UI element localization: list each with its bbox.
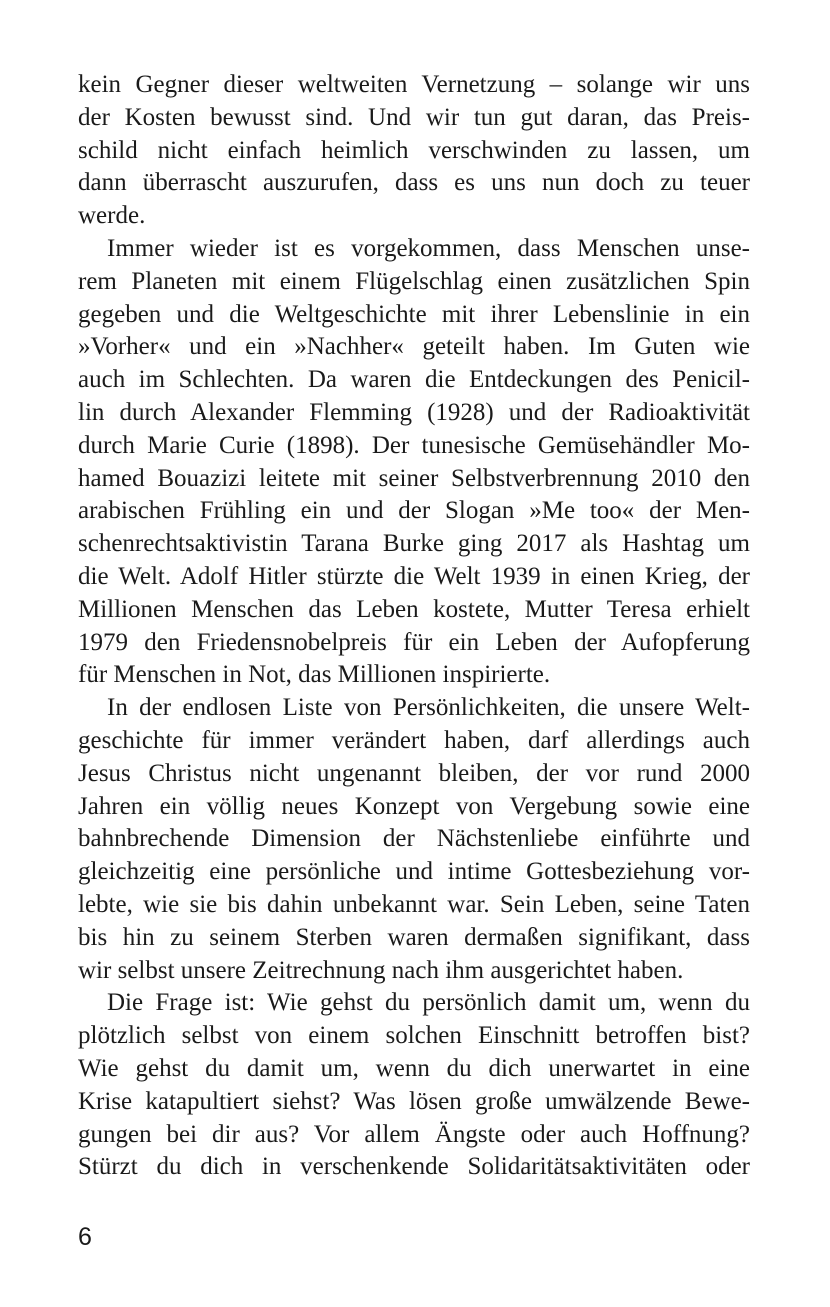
text-line: gegeben und die Weltgeschichte mit ihrer Lebenslinie in ein bbox=[78, 300, 750, 328]
text-line: wir selbst unsere Zeitrechnung nach ihm ausgerichtet haben. bbox=[78, 956, 684, 984]
paragraph bbox=[78, 692, 750, 987]
text-line: Jahren ein völlig neues Konzept von Vergebung sowie eine bbox=[78, 792, 750, 820]
text-line: plötzlich selbst von einem solchen Einschnitt betroffen bist? bbox=[78, 1022, 750, 1050]
text-line: der Kosten bewusst sind. Und wir tun gut daran, das Preis- bbox=[78, 103, 750, 131]
text-line: Millionen Menschen das Leben kostete, Mutter Teresa erhielt bbox=[78, 595, 750, 623]
text-line: arabischen Frühling ein und der Slogan »Me too« der Men- bbox=[78, 497, 750, 525]
page-number: 6 bbox=[78, 1223, 92, 1251]
text-line: durch Marie Curie (1898). Der tunesische Gemüsehändler Mo- bbox=[78, 431, 750, 459]
text-line: dann überrascht auszurufen, dass es uns nun doch zu teuer bbox=[78, 169, 750, 197]
text-line: Wie gehst du damit um, wenn du dich unerwartet in eine bbox=[78, 1054, 750, 1082]
text-line: schenrechtsaktivistin Tarana Burke ging 2017 als Hashtag um bbox=[78, 530, 750, 558]
text-line: geschichte für immer verändert haben, darf allerdings auch bbox=[78, 726, 750, 754]
text-line: Immer wieder ist es vorgekommen, dass Menschen unse- bbox=[107, 234, 750, 262]
text-line: Stürzt du dich in verschenkende Solidaritätsaktivitäten oder bbox=[78, 1153, 750, 1181]
text-line: Jesus Christus nicht ungenannt bleiben, der vor rund 2000 bbox=[78, 759, 750, 787]
text-line: hamed Bouazizi leitete mit seiner Selbstverbrennung 2010 den bbox=[78, 464, 750, 492]
text-line: auch im Schlechten. Da waren die Entdeckungen des Penicil- bbox=[78, 366, 750, 394]
text-line: bahnbrechende Dimension der Nächstenliebe einführte und bbox=[78, 825, 750, 853]
body-text bbox=[78, 69, 750, 1184]
text-line: »Vorher« und ein »Nachher« geteilt haben. Im Guten wie bbox=[78, 333, 750, 361]
text-line: gleichzeitig eine persönliche und intime Gottesbeziehung vor- bbox=[78, 858, 750, 886]
text-line: gungen bei dir aus? Vor allem Ängste oder auch Hoffnung? bbox=[78, 1120, 750, 1148]
paragraph bbox=[78, 233, 750, 692]
text-line: Die Frage ist: Wie gehst du persönlich damit um, wenn du bbox=[107, 989, 750, 1017]
text-line: schild nicht einfach heimlich verschwinden zu lassen, um bbox=[78, 136, 750, 164]
text-line: werde. bbox=[78, 202, 146, 230]
text-line: kein Gegner dieser weltweiten Vernetzung – solange wir uns bbox=[78, 71, 750, 98]
text-line: lin durch Alexander Flemming (1928) und der Radioaktivität bbox=[78, 398, 750, 426]
paragraph bbox=[78, 69, 750, 233]
text-line: lebte, wie sie bis dahin unbekannt war. Sein Leben, seine Taten bbox=[78, 890, 750, 918]
paragraph bbox=[78, 987, 750, 1184]
text-line: für Menschen in Not, das Millionen inspirierte. bbox=[78, 661, 551, 689]
text-line: rem Planeten mit einem Flügelschlag einen zusätzlichen Spin bbox=[78, 267, 750, 295]
text-line: Krise katapultiert siehst? Was lösen große umwälzende Bewe- bbox=[78, 1087, 750, 1115]
text-line: die Welt. Adolf Hitler stürzte die Welt 1939 in einen Krieg, der bbox=[78, 562, 750, 590]
text-line: 1979 den Friedensnobelpreis für ein Leben der Aufopferung bbox=[78, 628, 750, 656]
text-line: bis hin zu seinem Sterben waren dermaßen signifikant, dass bbox=[78, 923, 750, 951]
text-line: In der endlosen Liste von Persönlichkeiten, die unsere Welt- bbox=[107, 694, 750, 722]
